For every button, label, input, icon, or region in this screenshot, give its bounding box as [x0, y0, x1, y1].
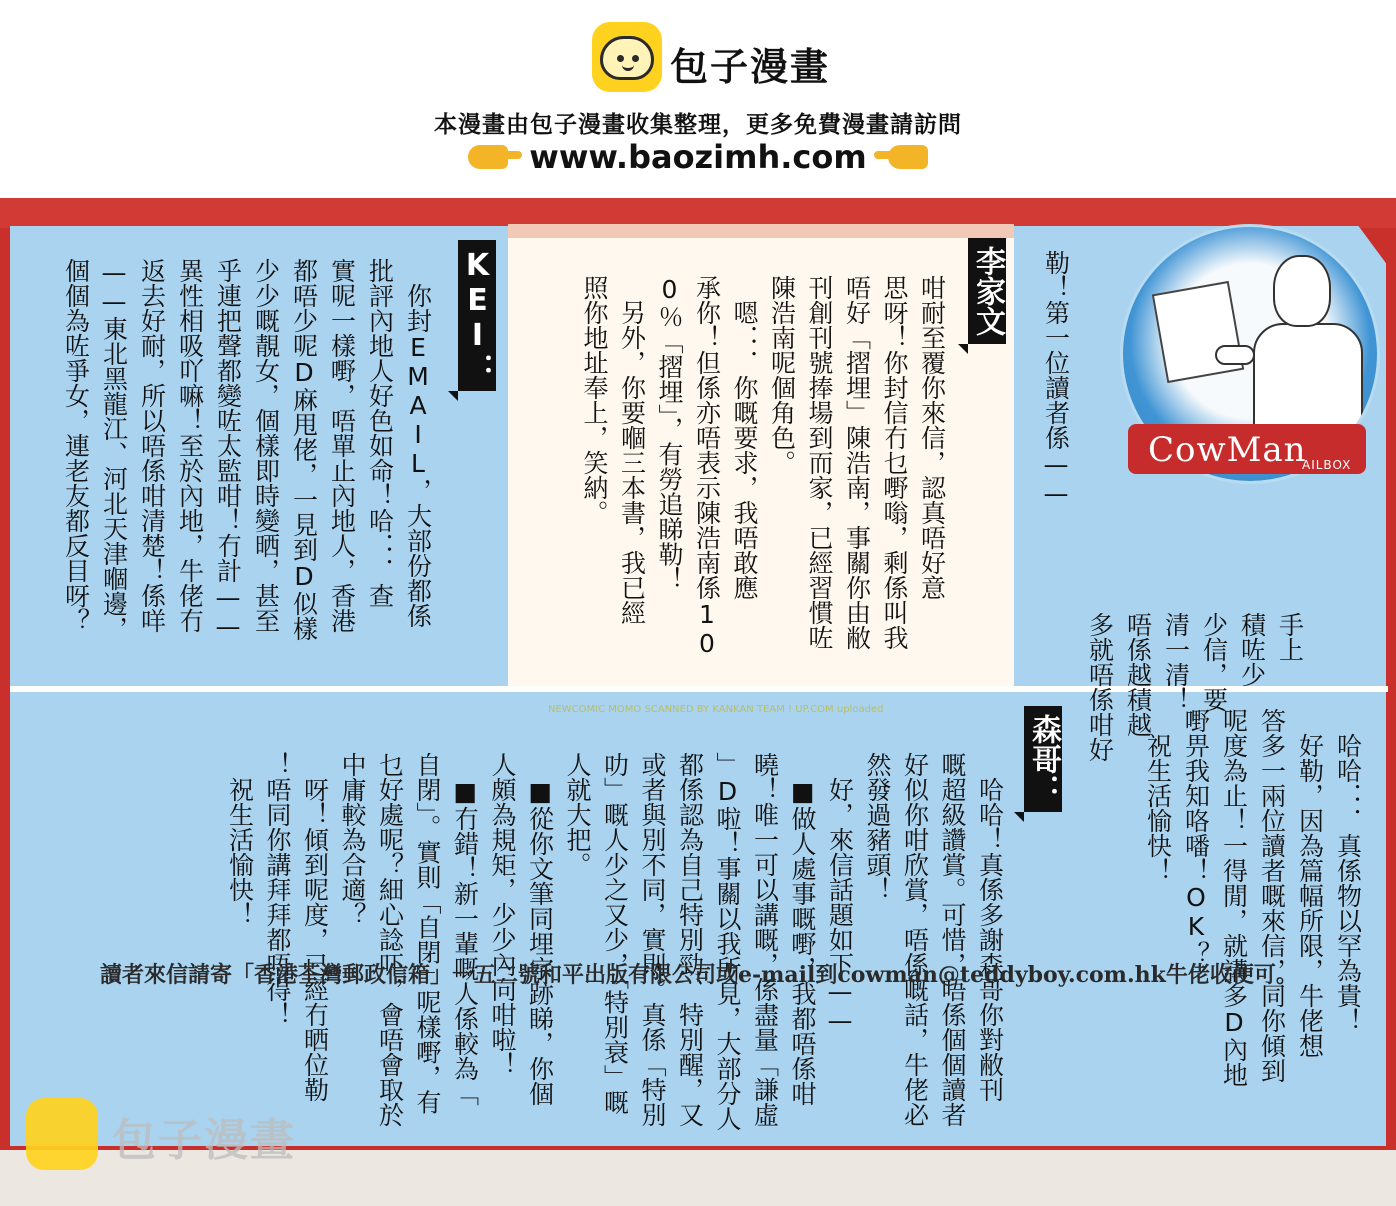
sum-column: 好似你咁欣賞，唔係嘅話，牛佬必	[900, 752, 930, 1127]
watermark-text: 包子漫畫	[112, 1115, 296, 1166]
sum-column: 嘅超級讚賞。可惜，唔係個個讀者	[938, 752, 967, 1127]
sum-column: 」D啦！事關以我所見，大部分人	[713, 752, 742, 1131]
sum-column: 中庸較為合適？	[338, 752, 367, 927]
sum-column: 好，來信話題如下——	[825, 752, 855, 1035]
scan-credit: NEWCOMIC MOMO SCANNED BY KANKAN TEAM ! UP.COM uploaded	[548, 704, 884, 715]
li-column: 思呀！你封信冇乜嘢嗡，剩係叫我	[880, 275, 909, 650]
sum-column: 叻」嘅人少之又少，「特別衰」嘅	[600, 752, 630, 1115]
sum-column: 曉！唯一可以講嘅，係盡量「謙虛	[750, 752, 780, 1127]
sum-column: 或者與別不同，實則。真係「特別	[638, 752, 667, 1127]
sum-column: ■做人處事嘅嘢，我都唔係咁	[788, 752, 817, 1106]
intro-column: 勒！第一位讀者係——	[1041, 250, 1071, 508]
li-column: 另外，你要嗰三本書，我已經	[617, 275, 647, 625]
li-column: 咁耐至覆你來信，認真唔好意	[917, 275, 947, 600]
kei-column: 少少嘅靚女，個樣即時變晒，甚至	[251, 258, 281, 633]
footer-address: 讀者來信請寄「香港荃灣郵政信箱」一五二號和平出版有限公司或e-mail到cowman@teddyboy.com.hk牛佬收便可。	[100, 962, 1298, 988]
closing-column: 答多一兩位讀者嘅來信，同你傾到	[1257, 708, 1287, 1083]
li-column: 嗯．．．你嘅要求，我唔敢應	[730, 275, 759, 600]
li-column: 刊創刊號捧場到而家，已經習慣咗	[805, 275, 834, 650]
aside-column: 唔係越積越	[1123, 612, 1153, 737]
pointing-hand-icon	[468, 145, 508, 169]
site-notice: 本漫畫由包子漫畫收集整理，更多免費漫畫請訪問	[434, 112, 962, 138]
kei-column: 實呢一樣嘢，唔單止內地人，香港	[327, 258, 357, 633]
reader-label-li: 李家文	[968, 238, 1006, 344]
aside-column: 少信，要	[1199, 612, 1229, 712]
aside-column: 手上	[1275, 612, 1305, 662]
sum-column: 乜好處呢？細心諗吓，會唔會取於	[375, 752, 405, 1127]
reader-label-kei: KEI：	[458, 240, 496, 391]
aside-column: 積咗少	[1237, 612, 1267, 687]
sum-column: 人就大把。	[563, 752, 592, 877]
sum-column: ！唔同你講拜拜都唔得！	[263, 752, 292, 1027]
closing-column: 嘢畀我知咯噃！OK？	[1181, 708, 1211, 966]
li-column: 唔好「摺埋」陳浩南，事關你由敝	[842, 275, 872, 650]
sum-column: 祝生活愉快！	[225, 752, 255, 927]
closing-column: 哈哈．．．真係物以罕為貴！	[1333, 708, 1363, 1033]
reader-label-sum: 森哥：	[1024, 706, 1062, 812]
kei-column: 都唔少呢D麻甩佬，一見到D似樣	[289, 258, 319, 641]
sum-column: ■冇錯！新一輩嘅人係較為「	[450, 752, 480, 1106]
closing-column: 呢度為止！一得閒，就講多D內地	[1219, 708, 1249, 1087]
kei-column: 個個為咗爭女，連老友都反目呀？	[61, 258, 91, 633]
sum-column: 自閉」。實則「自閉」呢樣嘢，有	[413, 752, 442, 1115]
aside-column: 多就唔係咁好	[1085, 612, 1115, 762]
site-url-row	[0, 138, 1396, 182]
sum-column: 哈哈！真係多謝森哥你對敝刊	[975, 752, 1005, 1102]
bun-face-icon	[600, 36, 654, 80]
li-column: 陳浩南呢個角色。	[767, 275, 797, 475]
li-column: 照你地址奉上，笑納。	[580, 275, 609, 525]
sum-column: 人頗為規矩，少少內向咁啦！	[488, 752, 517, 1077]
aside-column: 清一清！	[1161, 612, 1191, 712]
kei-column: 乎連把聲都變咗太監咁！冇計——	[213, 258, 243, 641]
kei-column: 你封EMAIL，大部份都係	[403, 258, 433, 628]
kei-column: 異性相吸吖嘛！至於內地，牛佬冇	[175, 258, 205, 633]
kei-column: 返去好耐，所以唔係咁清楚！係咩	[137, 258, 167, 633]
li-column: 承你！但係亦唔表示陳浩南係10	[692, 275, 722, 658]
sum-column: ■從你文筆同埋字跡睇，你個	[525, 752, 555, 1106]
mailbox-logo-sub: AILBOX	[1302, 458, 1352, 472]
mailbox-logo-main: CowMan	[1148, 430, 1307, 470]
bun-logo-icon	[592, 22, 662, 92]
site-name: 包子漫畫	[670, 45, 831, 89]
closing-column: 祝生活愉快！	[1143, 708, 1173, 883]
sum-column: 呀！傾到呢度，已經冇晒位勒	[300, 752, 330, 1102]
sum-column: 都係認為自己特別勁、特別醒，又	[675, 752, 705, 1127]
kei-column: ——東北黑龍江、河北天津嗰邊，	[99, 258, 129, 641]
sum-column: 然發過豬頭！	[863, 752, 892, 902]
pointing-hand-icon	[888, 145, 928, 169]
kei-column: 批評內地人好色如命！哈．．．查	[365, 258, 395, 608]
closing-column: 好勒，因為篇幅所限，牛佬想	[1295, 708, 1325, 1058]
site-url-link[interactable]: www.baozimh.com	[529, 138, 867, 176]
site-header	[0, 22, 1396, 94]
li-column: 0％「摺埋」，有勞追睇勒！	[655, 275, 684, 592]
watermark-logo-icon	[26, 1098, 98, 1170]
